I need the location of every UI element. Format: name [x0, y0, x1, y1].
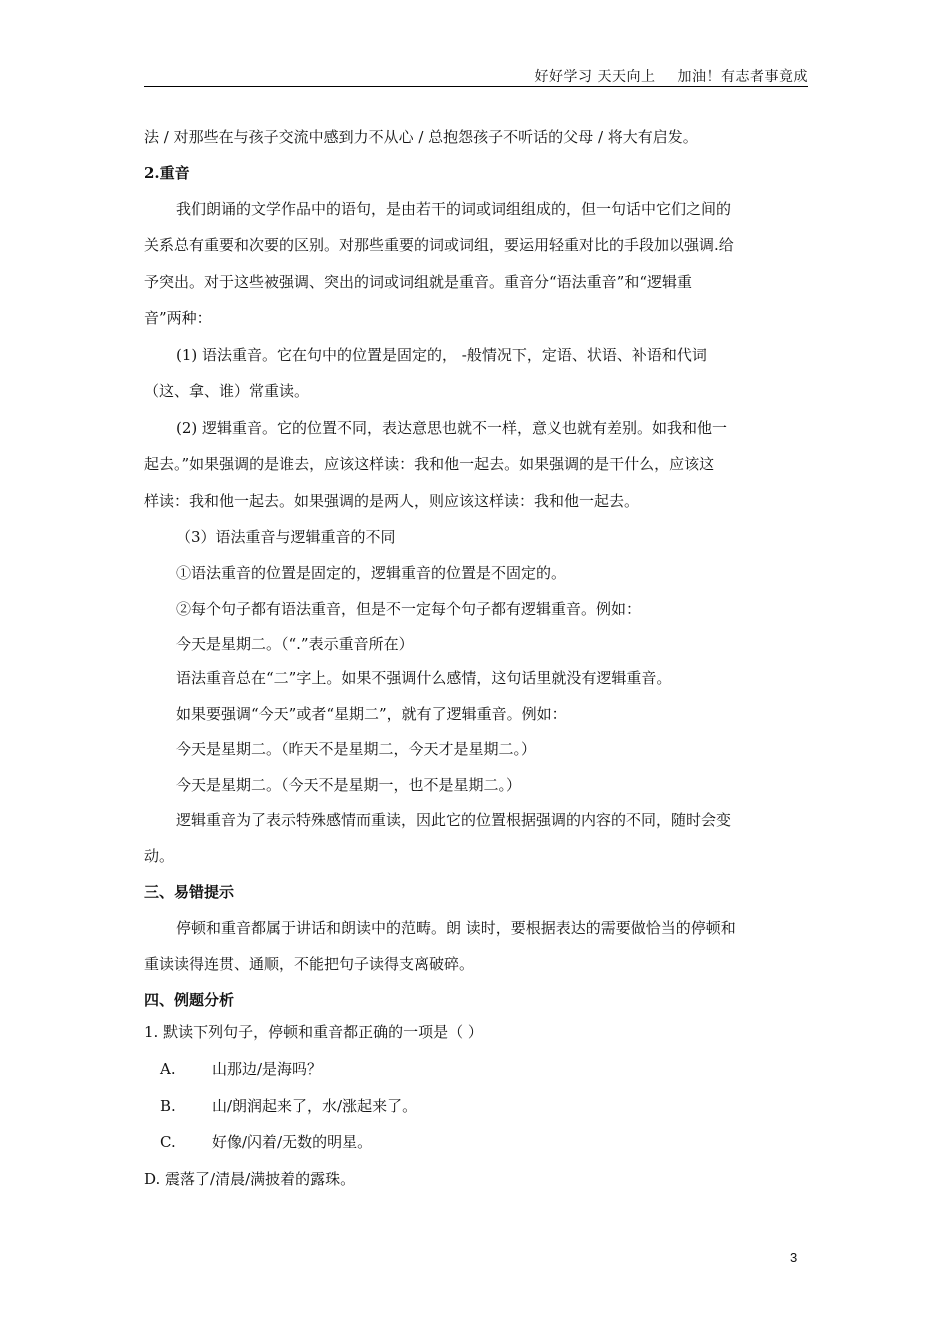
text-line: 停顿和重音都属于讲话和朗读中的范畴。朗 读时，要根据表达的需要做恰当的停顿和 — [176, 919, 736, 937]
text-line: 关系总有重要和次要的区别。对那些重要的词或词组，要运用轻重对比的手段加以强调.给 — [144, 236, 734, 254]
text-line: (2) 逻辑重音。它的位置不同，表达意思也就不一样，意义也就有差别。如我和他一 — [176, 419, 728, 437]
option-a-label: A. — [160, 1060, 176, 1078]
text-line: 样读：我和他一起去。如果强调的是两人，则应该这样读：我和他一起去。 — [144, 492, 640, 510]
text-line: ②每个句子都有语法重音，但是不一定每个句子都有逻辑重音。例如： — [176, 600, 642, 618]
option-c — [160, 1132, 372, 1152]
page-number: 3 — [790, 1250, 798, 1265]
header-motto-right: 加油！有志者事竟成 — [677, 69, 808, 85]
text-line: 重读读得连贯、通顺，不能把句子读得支离破碎。 — [144, 955, 475, 973]
question-1: 1. 默读下列句子，停顿和重音都正确的一项是（ ） — [144, 1023, 483, 1041]
text-line: 法 / 对那些在与孩子交流中感到力不从心 / 总抱怨孩子不听话的父母 / 将大有启发。 — [144, 128, 698, 146]
option-a-text: 山那边/是海吗？ — [212, 1060, 323, 1078]
text-line: 予突出。对于这些被强调、突出的词或词组就是重音。重音分“语法重音”和“逻辑重 — [144, 273, 693, 291]
option-a — [160, 1059, 322, 1079]
option-b — [160, 1096, 417, 1116]
option-c-text: 好像/闪着/无数的明星。 — [212, 1133, 373, 1151]
section-heading-stress: 2.重音 — [144, 164, 190, 182]
header-rule — [144, 86, 808, 87]
section-heading-common-errors: 三、易错提示 — [144, 883, 235, 901]
option-d: D. 震落了/清晨/满披着的露珠。 — [144, 1170, 356, 1188]
option-b-label: B. — [160, 1097, 176, 1115]
text-line: 我们朗诵的文学作品中的语句，是由若干的词或词组组成的，但一句话中它们之间的 — [176, 200, 732, 218]
option-c-label: C. — [160, 1133, 176, 1151]
example-line: 今天是星期二。（今天不是星期一，也不是星期二。） — [176, 776, 522, 794]
example-line: 今天是星期二。（昨天不是星期二，今天才是星期二。） — [176, 740, 537, 758]
text-line: (1) 语法重音。它在句中的位置是固定的， -般情况下，定语、状语、补语和代词 — [176, 346, 707, 364]
text-line: 起去。”如果强调的是谁去，应该这样读：我和他一起去。如果强调的是干什么，应该这 — [144, 455, 715, 473]
header-motto-left: 好好学习 天天向上 — [534, 69, 656, 85]
text-line: （3）语法重音与逻辑重音的不同 — [176, 528, 396, 546]
text-line: 音”两种： — [144, 309, 212, 327]
text-line: 如果要强调“今天”或者“星期二”，就有了逻辑重音。例如： — [176, 705, 567, 723]
text-line: ①语法重音的位置是固定的，逻辑重音的位置是不固定的。 — [176, 564, 567, 582]
page-header — [144, 66, 808, 86]
option-b-text: 山/朗润起来了，水/涨起来了。 — [212, 1097, 418, 1115]
text-line: 逻辑重音为了表示特殊感情而重读，因此它的位置根据强调的内容的不同，随时会变 — [176, 811, 732, 829]
section-heading-examples: 四、例题分析 — [144, 991, 235, 1009]
text-line: （这、拿、谁）常重读。 — [144, 382, 310, 400]
text-line: 动。 — [144, 847, 175, 865]
text-line: 语法重音总在“二”字上。如果不强调什么感情，这句话里就没有逻辑重音。 — [176, 669, 672, 687]
example-line: 今天是星期二。（“.”表示重音所在） — [176, 635, 414, 653]
